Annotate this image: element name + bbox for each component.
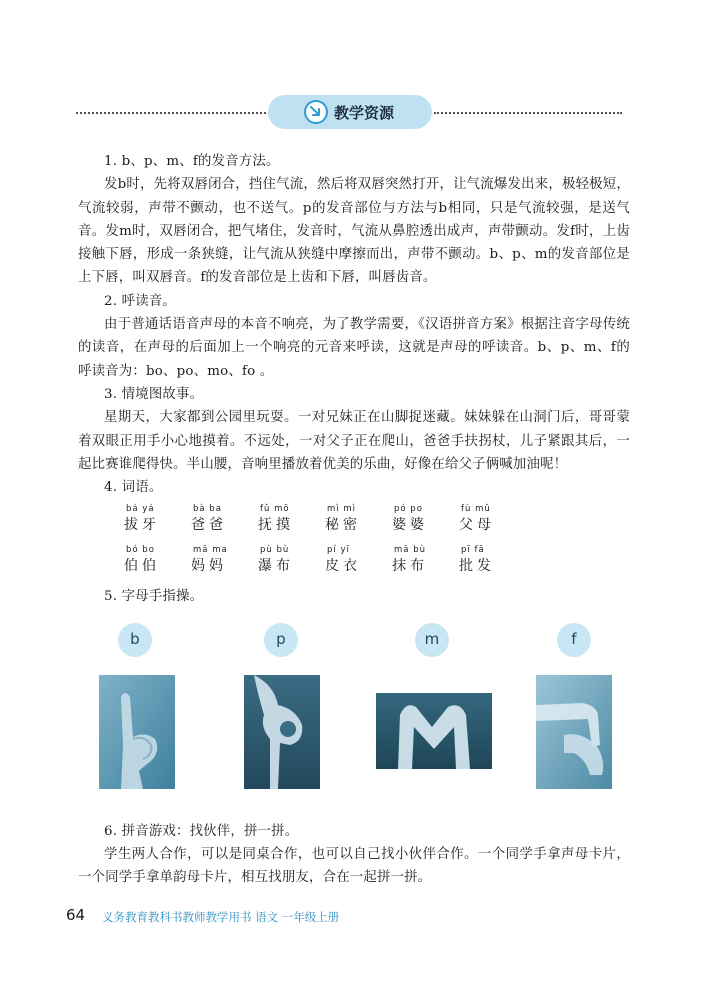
paragraph-2: 由于普通话语音声母的本音不响亮，为了教学需要，《汉语拼音方案》根据注音字母传统的读音，在声母的后面加上一个响亮的元音来呼读，这就是声母的呼读音。b、p、m、f的呼读音为：bo、po、mo、fo 。 [78,317,630,379]
letter-f-badge: f [557,623,591,657]
word-pinyin: pù bù [260,545,290,556]
word-pinyin: pí yī [327,545,350,556]
word-hanzi: 父母 [459,517,495,534]
letter-b-badge: b [118,623,152,657]
word-item [392,544,459,576]
word-item [124,503,191,535]
word-pinyin: bá yá [126,504,155,515]
word-pinyin: fù mǔ [461,504,491,515]
word-item [258,544,325,576]
page-footer [66,906,666,928]
paragraph-3: 星期天，大家都到公园里玩耍。一对兄妹正在山脚捉迷藏。妹妹躲在山洞门后，哥哥蒙着双眼正用手小心地摸着。不远处，一对父子正在爬山，爸爸手扶拐杖，儿子紧跟其后，一起比赛谁爬得快。半山腰，音响里播放着优美的乐曲，好像在给父子俩喊加油呢！ [78,410,630,472]
heading-1: 1. b、p、m、f的发音方法。 [104,154,280,169]
word-item [258,503,325,535]
word-row [124,503,630,535]
word-hanzi: 伯伯 [124,558,160,575]
word-hanzi: 婆婆 [392,517,428,534]
gesture-b-photo [99,675,175,789]
word-hanzi: 拔牙 [124,517,160,534]
word-item [459,544,526,576]
word-hanzi: 批发 [459,558,495,575]
word-hanzi: 抚摸 [258,517,294,534]
word-hanzi: 瀑布 [258,558,294,575]
word-row [124,544,630,576]
word-item [325,503,392,535]
main-content [78,150,630,890]
word-hanzi: 妈妈 [191,558,227,575]
heading-5: 5. 字母手指操。 [104,589,204,605]
arrow-down-right-icon [304,100,328,124]
letter-p-badge: p [264,623,298,657]
paragraph-6: 学生两人合作，可以是同桌合作，也可以自己找小伙伴合作。一个同学手拿声母卡片，一个同学手拿单韵母卡片，相互找朋友，合在一起拼一拼。 [78,847,630,886]
word-item [459,503,526,535]
section-title-pill [268,95,432,129]
heading-3: 3. 情境图故事。 [104,386,204,402]
word-item [191,503,258,535]
gesture-f-photo [536,675,612,789]
dotted-divider-right [434,112,622,114]
word-hanzi: 秘密 [325,517,361,534]
heading-2: 2. 呼读音。 [104,293,176,309]
word-item [124,544,191,576]
word-hanzi: 抹布 [392,558,428,575]
word-pinyin: mì mì [327,504,356,515]
word-pinyin: bó bo [126,545,155,556]
heading-4: 4. 词语。 [104,480,163,496]
gesture-m-photo [376,693,492,769]
word-item [325,544,392,576]
page-number: 64 [66,906,86,924]
word-pinyin: fǔ mō [260,504,290,515]
dotted-divider-left [76,112,270,114]
word-item [392,503,459,535]
word-pinyin: bà ba [193,504,222,515]
book-title: 义务教育教科书教师教学用书 语文 一年级上册 [102,910,340,924]
section-title: 教学资源 [334,104,395,122]
paragraph-1: 发b时，先将双唇闭合，挡住气流，然后将双唇突然打开，让气流爆发出来，极轻极短，气流较弱，声带不颤动，也不送气。p的发音部位与方法与b相同，只是气流较强，是送气音。发m时，双唇闭合，把气堵住，发音时，气流从鼻腔透出成声，声带颤动。发f时，上齿接触下唇，形成一条狭缝，让气流从狭缝中摩擦而出，声带不颤动。b、p、m的发音部位是上下唇，叫双唇音。f的发音部位是上齿和下唇，叫唇齿音。 [78,177,631,286]
heading-6: 6. 拼音游戏：找伙伴，拼一拼。 [104,823,299,839]
word-pinyin: mā ma [193,545,228,556]
word-list [124,503,630,576]
gesture-p-photo [244,675,320,789]
word-pinyin: pī fā [461,545,485,556]
word-pinyin: pó po [394,504,423,515]
letter-m-badge: m [415,623,449,657]
finger-gesture-gallery [78,615,630,820]
word-hanzi: 皮衣 [325,558,361,575]
section-header [0,95,718,131]
word-pinyin: mā bù [394,545,426,556]
word-hanzi: 爸爸 [191,517,227,534]
word-item [191,544,258,576]
